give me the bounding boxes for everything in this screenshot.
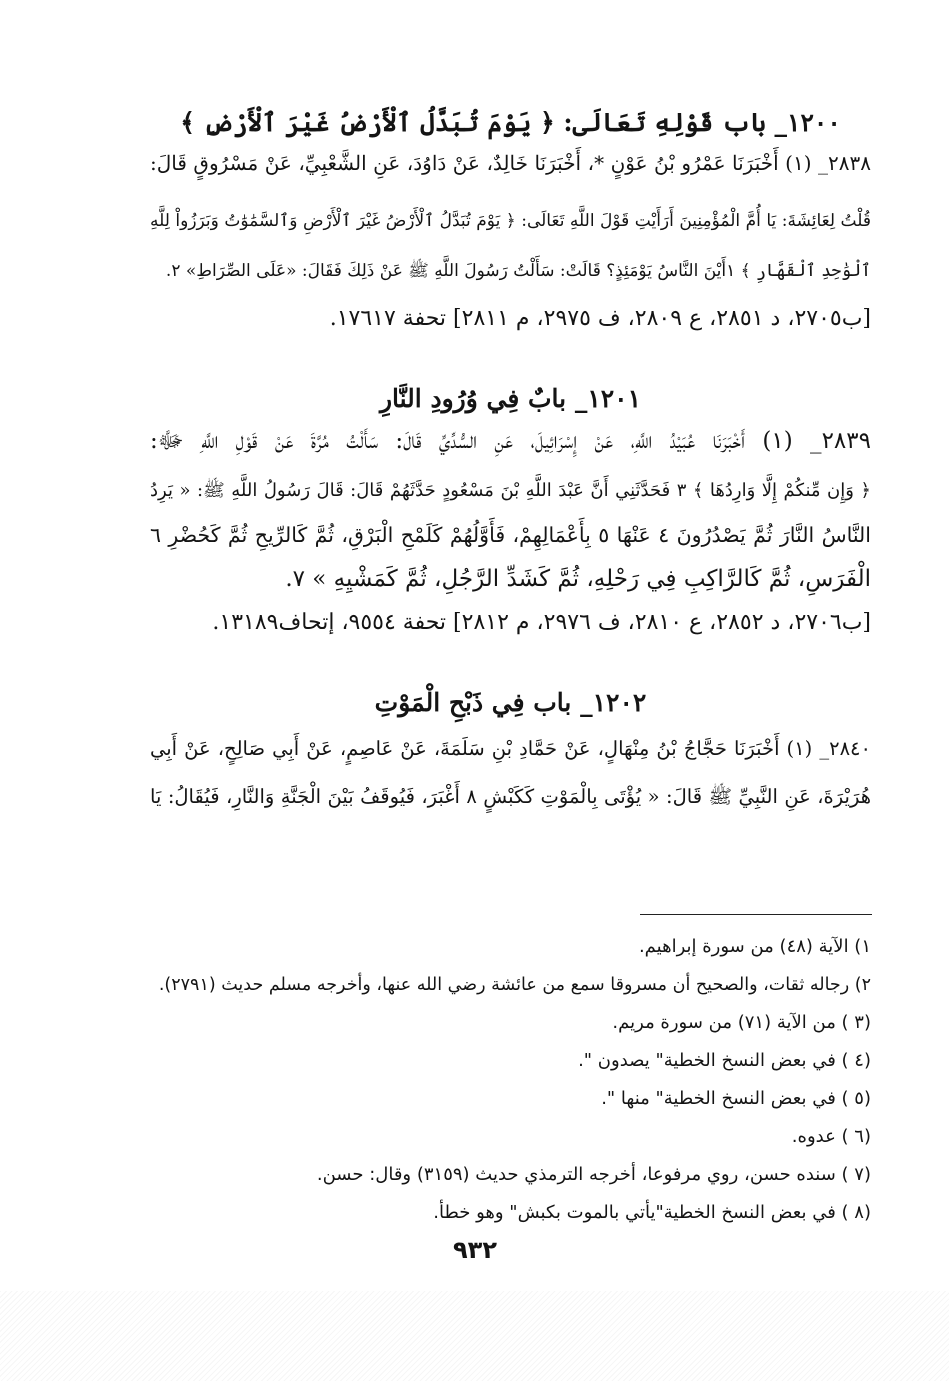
hadith-line: ٱلْوَٰحِدِ ٱلْقَهَّارِ ﴾ ١أَيْنَ النَّاسُ يَوْمَئِذٍ؟ قَالَتْ: سَأَلْتُ رَسُولَ اللَّهِ ﷺ عَنْ ذَلِكَ فَقَالَ: «عَلَى الصِّرَاطِ» ٢. (165, 261, 871, 281)
hadith-line: ﴿ وَإِن مِّنكُمْ إِلَّا وَارِدُهَا ﴾ ٣ فَحَدَّثَنِي أَنَّ عَبْدَ اللَّهِ بْنَ مَسْعُودٍ حَدَّثَهُمْ قَالَ: قَالَ رَسُولُ اللَّهِ ﷺ: « يَرِدُ (150, 480, 871, 501)
hadith-line: قُلْتُ لِعَائِشَةَ: يَا أُمَّ الْمُؤْمِنِينَ أَرَأَيْتِ قَوْلَ اللَّهِ تَعَالَى: ﴿ يَوْمَ تُبَدَّلُ ٱلْأَرْضُ غَيْرَ ٱلْأَرْضِ وَٱلسَّمَٰوَٰتُ وَبَرَزُواْ لِلَّهِ (150, 211, 871, 231)
page-number: ٩٣٢ (453, 1236, 497, 1264)
scan-texture (0, 1291, 949, 1381)
section-heading: ١٢٠٢_ باب فِي ذَبْحِ الْمَوْتِ (374, 688, 647, 717)
hadith-line: النَّاسُ النَّارَ ثُمَّ يَصْدُرُونَ ٤ عَنْهَا ٥ بِأَعْمَالِهِمْ، فَأَوَّلُهُمْ كَلَمْحِ الْبَرْقِ، ثُمَّ كَالرِّيحِ ثُمَّ كَحُضْرِ ٦ (150, 523, 872, 547)
section-heading: ١٢٠٠_ باب قَوْلِهِ تَعَالَى: ﴿ يَوْمَ تُبَدَّلُ ٱلْأَرْضُ غَيْرَ ٱلْأَرْضِ ﴾ (180, 108, 841, 137)
footnote: ١) الآية (٤٨) من سورة إبراهيم. (638, 936, 871, 957)
footnote: (٧ ) سنده حسن، روي مرفوعا، أخرجه الترمذي حديث (٣١٥٩) وقال: حسن. (316, 1164, 871, 1185)
footnote: (٤ ) في بعض النسخ الخطية" يصدون ". (578, 1050, 871, 1071)
section-heading: ١٢٠١_ بابٌ فِي وُرُودِ النَّارِ (379, 384, 642, 413)
hadith-line: ٢٨٣٨_ (١) أَخْبَرَنَا عَمْرُو بْنُ عَوْنٍ *، أَخْبَرَنَا خَالِدٌ، عَنْ دَاوُدَ، عَنِ الشَّعْبِيِّ، عَنْ مَسْرُوقٍ قَالَ: (150, 151, 871, 175)
footnote: ٢) رجاله ثقات، والصحيح أن مسروقا سمع من عائشة رضي الله عنها، وأخرجه مسلم حديث (٢٧٩١). (158, 975, 871, 995)
footnote: (٨ ) في بعض النسخ الخطية"يأتي بالموت بكبش" وهو خطأ. (433, 1202, 871, 1223)
footnote: (٣ ) من الآية (٧١) من سورة مريم. (612, 1012, 871, 1033)
hadith-line: الْفَرَسِ، ثُمَّ كَالرَّاكِبِ فِي رَحْلِهِ، ثُمَّ كَشَدِّ الرَّجُلِ، ثُمَّ كَمَشْيِهِ » ٧. (285, 566, 871, 592)
hadith-reference: [ب٢٧٠٦، د ٢٨٥٢، ع ٢٨١٠، ف ٢٩٧٦، م ٢٨١٢] تحفة ٩٥٥٤، إتحاف١٣١٨٩. (212, 610, 871, 635)
footnote-divider (640, 914, 872, 915)
hadith-line: هُرَيْرَةَ، عَنِ النَّبِيِّ ﷺ قَالَ: « يُؤْتَى بِالْمَوْتِ كَكَبْشٍ ٨ أَغْبَرَ، فَيُوقَفُ بَيْنَ الْجَنَّةِ وَالنَّارِ، فَيُقَالُ: يَا (150, 785, 871, 808)
hadith-line: ٢٨٤٠_ (١) أَخْبَرَنَا حَجَّاجُ بْنُ مِنْهَالٍ، عَنْ حَمَّادِ بْنِ سَلَمَةَ، عَنْ عَاصِمٍ، عَنْ أَبِي صَالِحٍ، عَنْ أَبِي (150, 737, 871, 760)
hadith-reference: [ب٢٧٠٥، د ٢٨٥١، ع ٢٨٠٩، ف ٢٩٧٥، م ٢٨١١] تحفة ١٧٦١٧. (329, 306, 871, 331)
footnote: (٥ ) في بعض النسخ الخطية" منها ". (601, 1088, 871, 1109)
hadith-line: ٢٨٣٩_ (١) أَخْبَرَنَا عُبَيْدُ اللَّهِ، عَنْ إِسْرَائِيلَ، عَنِ السُّدِّيِّ قَالَ: سَأَلْتُ مُرَّةَ عَنْ قَوْلِ اللَّهِ ﷻ: (150, 428, 871, 454)
footnote: (٦ ) عدوه. (791, 1126, 871, 1147)
